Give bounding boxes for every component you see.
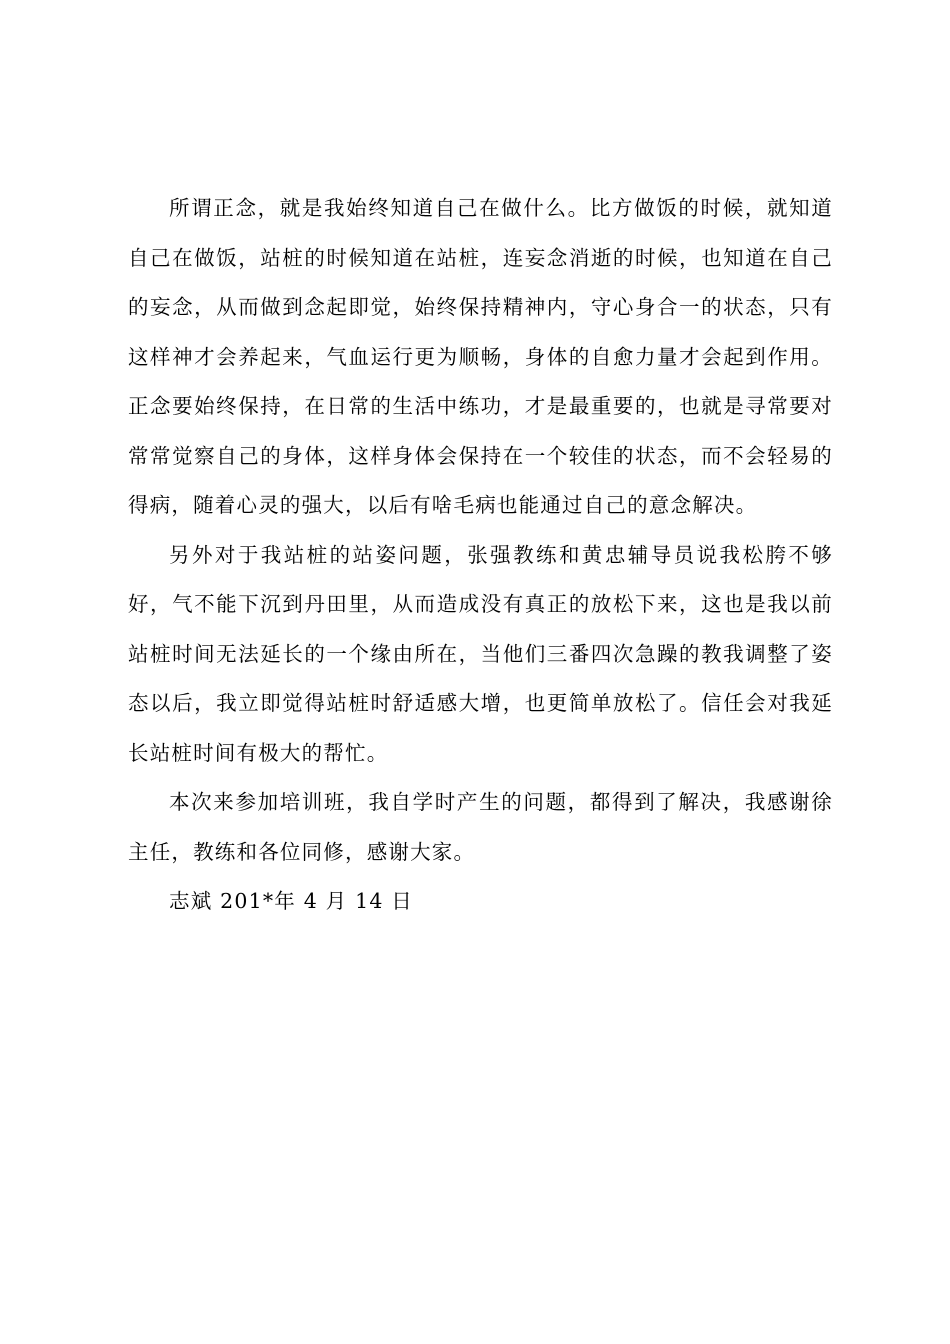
document-body xyxy=(128,184,833,927)
paragraph-thanks: 本次来参加培训班，我自学时产生的问题，都得到了解决，我感谢徐主任，教练和各位同修，感谢大家。 xyxy=(128,790,833,864)
paragraph-mindfulness: 所谓正念，就是我始终知道自己在做什么。比方做饭的时候，就知道自己在做饭，站桩的时候知道在站桩，连妄念消逝的时候，也知道在自己的妄念，从而做到念起即觉，始终保持精神内，守心身合一的状态，只有这样神才会养起来，气血运行更为顺畅，身体的自愈力量才会起到作用。正念要始终保持，在日常的生活中练功，才是最重要的，也就是寻常要对常常觉察自己的身体，这样身体会保持在一个较佳的状态，而不会轻易的得病，随着心灵的强大，以后有啥毛病也能通过自己的意念解决。 xyxy=(128,196,833,517)
signature-date: 志斌 201*年 4 月 14 日 xyxy=(169,889,413,913)
paragraph-stance-correction: 另外对于我站桩的站姿问题，张强教练和黄忠辅导员说我松胯不够好，气不能下沉到丹田里，从而造成没有真正的放松下来，这也是我以前站桩时间无法延长的一个缘由所在，当他们三番四次急躁的教我调整了姿态以后，我立即觉得站桩时舒适感大增，也更简单放松了。信任会对我延长站桩时间有极大的帮忙。 xyxy=(128,542,833,765)
